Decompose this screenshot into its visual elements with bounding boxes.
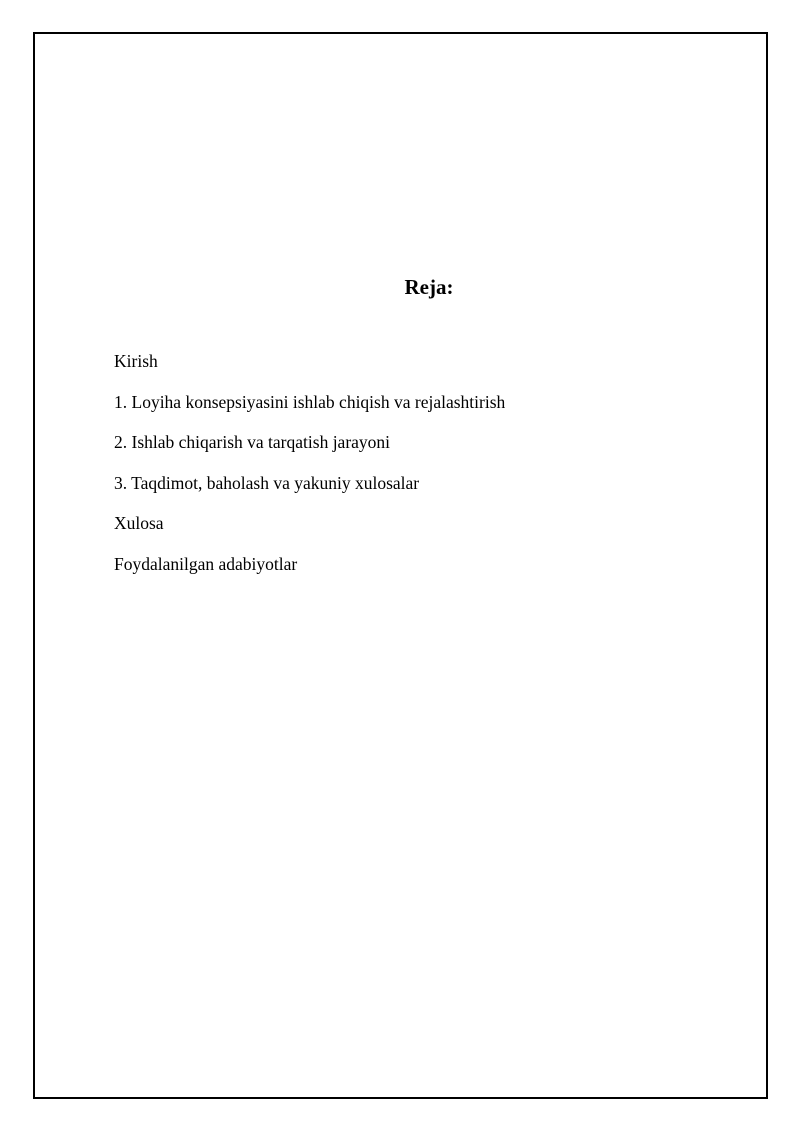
toc-item-conclusion: Xulosa <box>114 513 164 533</box>
page-title: Reja: <box>404 275 454 299</box>
toc-item-references: Foydalanilgan adabiyotlar <box>114 553 298 574</box>
table-of-contents <box>114 350 505 593</box>
toc-item-intro: Kirish <box>114 351 158 371</box>
toc-item-chapter-2: 2. Ishlab chiqarish va tarqatish jarayoni <box>114 432 391 452</box>
toc-item-chapter-1: 1. Loyiha konsepsiyasini ishlab chiqish va rejalashtirish <box>114 391 506 412</box>
toc-item-chapter-3: 3. Taqdimot, baholash va yakuniy xulosalar <box>114 472 420 493</box>
